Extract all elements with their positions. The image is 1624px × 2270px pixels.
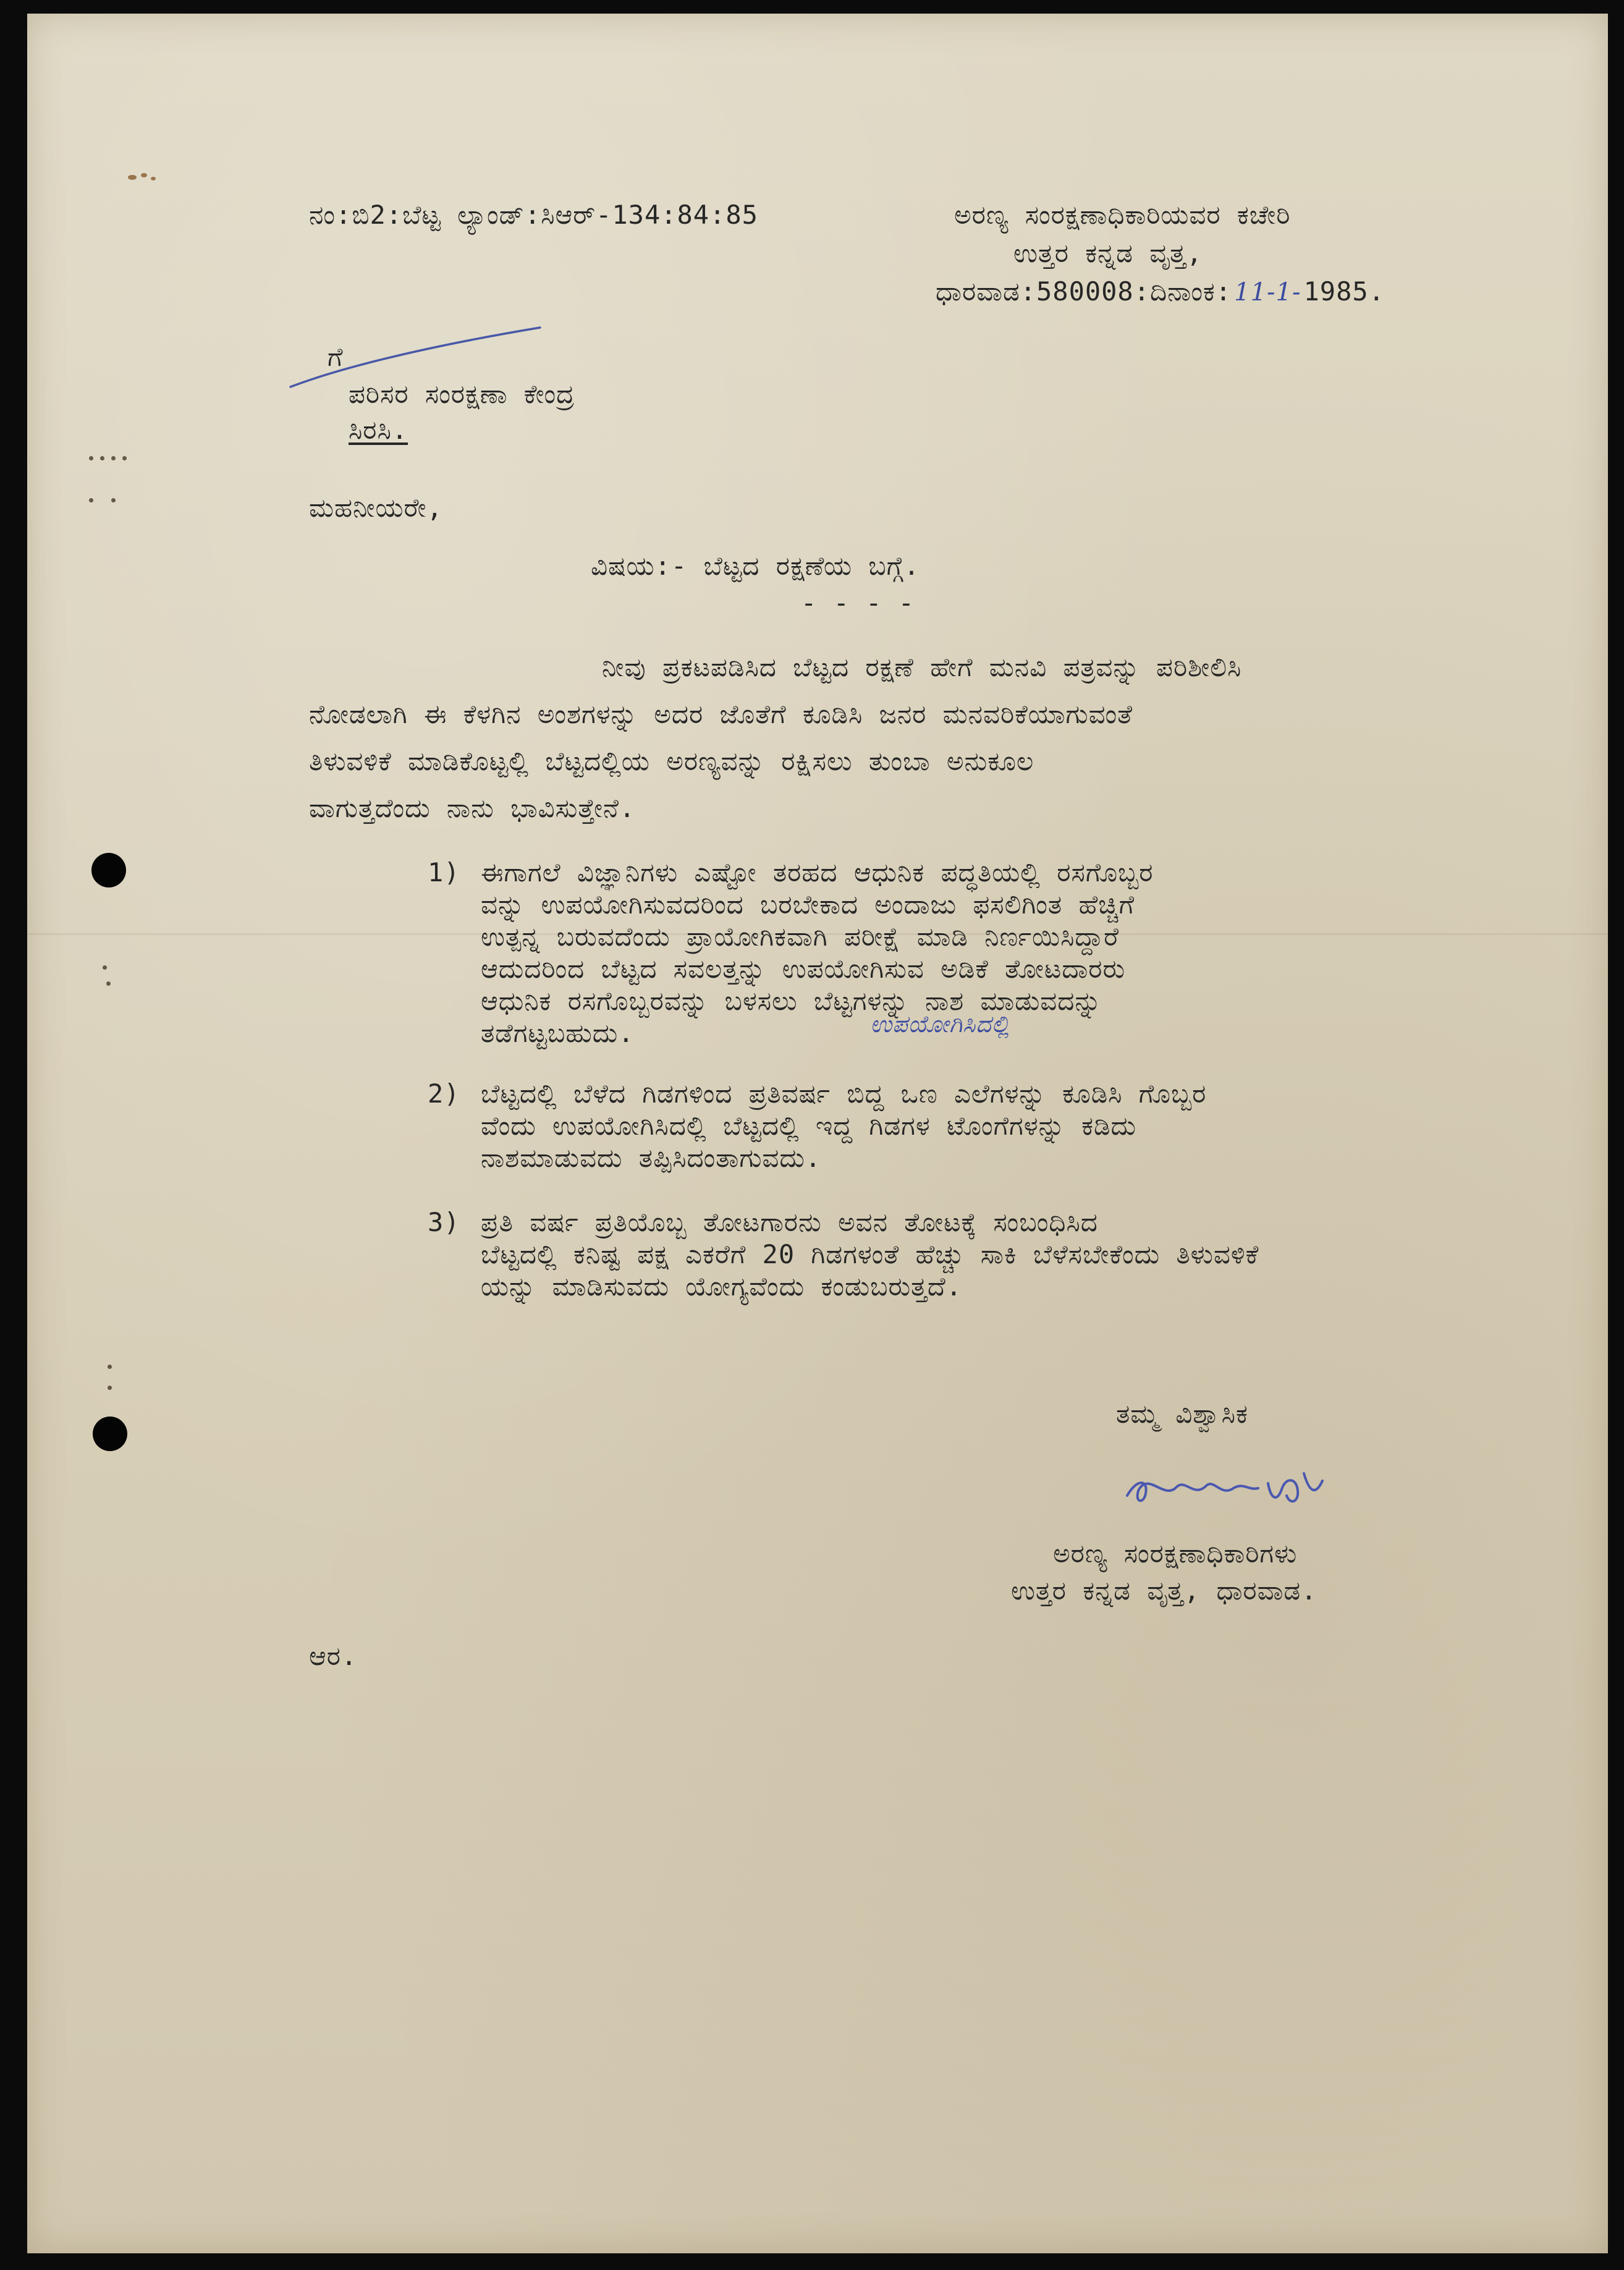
point-line: ಯನ್ನು ಮಾಡಿಸುವದು ಯೋಗ್ಯವೆಂದು ಕಂಡುಬರುತ್ತದೆ. [481,1271,962,1302]
date-year: 1985. [1303,276,1385,307]
point-line: ಬೆಟ್ಟದಲ್ಲಿ ಬೆಳೆದ ಗಿಡಗಳಿಂದ ಪ್ರತಿವರ್ಷ ಬಿದ್ದ ಒಣ ಎಲೆಗಳನ್ನು ಕೂಡಿಸಿ ಗೊಬ್ಬರ [481,1078,1207,1109]
recipient-name: ಪರಿಸರ ಸಂರಕ್ಷಣಾ ಕೇಂದ್ರ [349,379,575,409]
body-line: ನೋಡಲಾಗಿ ಈ ಕೆಳಗಿನ ಅಂಶಗಳನ್ನು ಅದರ ಜೊತೆಗೆ ಕೂಡಿಸಿ ಜನರ ಮನವರಿಕೆಯಾಗುವಂತೆ [309,699,1133,729]
point-line: ಈಗಾಗಲೆ ವಿಜ್ಞಾನಿಗಳು ಎಷ್ಟೋ ತರಹದ ಆಧುನಿಕ ಪದ್ಧತಿಯಲ್ಲಿ ರಸಗೊಬ್ಬರ [481,857,1154,887]
closing: ತಮ್ಮ ವಿಶ್ವಾಸಿಕ [1116,1399,1248,1429]
pin-mark [108,1386,112,1390]
to-label: ಗೆ [328,342,344,372]
office-name: ಅರಣ್ಯ ಸಂರಕ್ಷಣಾಧಿಕಾರಿಯವರ ಕಚೇರಿ [954,200,1291,230]
subject-rule: - - - - [801,588,915,618]
point-line: ನಾಶಮಾಡುವದು ತಪ್ಪಿಸಿದಂತಾಗುವದು. [481,1143,822,1173]
pin-mark [89,456,93,460]
body-line: ವಾಗುತ್ತದೆಂದು ನಾನು ಭಾವಿಸುತ್ತೇನೆ. [309,793,636,823]
point-number: 1) [428,857,460,887]
point-line: ಆಧುನಿಕ ರಸಗೊಬ್ಬರವನ್ನು ಬಳಸಲು ಬೆಟ್ಟಗಳನ್ನು ನಾಶ ಮಾಡುವದನ್ನು [481,986,1102,1016]
point-line: ವೆಂದು ಉಪಯೋಗಿಸಿದಲ್ಲಿ ಬೆಟ್ಟದಲ್ಲಿ ಇದ್ದ ಗಿಡಗಳ ಟೊಂಗೆಗಳನ್ನು ಕಡಿದು [481,1111,1137,1141]
pin-mark [100,456,104,460]
office-circle: ಉತ್ತರ ಕನ್ನಡ ವೃತ್ತ, [1013,238,1203,268]
pin-mark [89,498,93,502]
pin-mark [111,456,116,460]
pin-mark [106,981,111,986]
salutation: ಮಹನೀಯರೇ, [309,493,443,523]
pin-mark [103,965,107,970]
rust-stain [141,173,147,177]
office-address: ಧಾರವಾಡ:580008:ದಿನಾಂಕ: 11-1-1985. [936,276,1385,307]
pin-mark [111,498,116,502]
body-line: ತಿಳುವಳಿಕೆ ಮಾಡಿಕೊಟ್ಟಲ್ಲಿ ಬೆಟ್ಟದಲ್ಲಿಯ ಅರಣ್ಯವನ್ನು ರಕ್ಷಿಸಲು ತುಂಬಾ ಅನುಕೂಲ [309,746,1034,776]
handwritten-date: 11-1- [1234,278,1301,307]
body-paragraph [309,644,1241,832]
signatory-title: ಅರಣ್ಯ ಸಂರಕ್ಷಣಾಧಿಕಾರಿಗಳು [1053,1538,1298,1569]
point-line: ಬೆಟ್ಟದಲ್ಲಿ ಕನಿಷ್ಟ ಪಕ್ಷ ಎಕರೆಗೆ 20 ಗಿಡಗಳಂತೆ ಹೆಚ್ಚು ಸಾಕಿ ಬೆಳೆಸಬೇಕೆಂದು ತಿಳುವಳಿಕೆ [481,1239,1259,1269]
recipient-place: ಸಿರಸಿ. [349,415,408,445]
pin-mark [122,456,127,460]
body-line: ನೀವು ಪ್ರಕಟಪಡಿಸಿದ ಬೆಟ್ಟದ ರಕ್ಷಣೆ ಹೇಗೆ ಮನವಿ ಪತ್ರವನ್ನು ಪರಿಶೀಲಿಸಿ [602,652,1242,682]
point-number: 3) [428,1207,460,1237]
point-number: 2) [428,1078,460,1109]
point-line: ವನ್ನು ಉಪಯೋಗಿಸುವದರಿಂದ ಬರಬೇಕಾದ ಅಂದಾಜು ಫಸಲಿಗಿಂತ ಹೆಚ್ಚಿಗೆ [481,889,1135,920]
footer-code: ಆರ. [309,1641,358,1671]
point-line: ಉತ್ಪನ್ನ ಬರುವದೆಂದು ಪ್ರಾಯೋಗಿಕವಾಗಿ ಪರೀಕ್ಷೆ ಮಾಡಿ ನಿರ್ಣಯಿಸಿದ್ದಾರೆ [481,921,1120,952]
signature [1116,1452,1376,1520]
punch-hole [91,853,126,887]
rust-stain [128,175,137,180]
point-line: ಪ್ರತಿ ವರ್ಷ ಪ್ರತಿಯೊಬ್ಬ ತೋಟಗಾರನು ಅವನ ತೋಟಕ್ಕೆ ಸಂಬಂಧಿಸಿದ [481,1207,1098,1237]
letter-page [27,14,1608,2253]
punch-hole [93,1417,127,1451]
pin-mark [108,1365,112,1369]
signatory-office: ಉತ್ತರ ಕನ್ನಡ ವೃತ್ತ, ಧಾರವಾಡ. [1011,1575,1317,1606]
point-line: ಆದುದರಿಂದ ಬೆಟ್ಟದ ಸವಲತ್ತನ್ನು ಉಪಯೋಗಿಸುವ ಅಡಿಕೆ ತೋಟದಾರರು [481,954,1126,984]
rust-stain [151,177,156,180]
subject-line: ವಿಷಯ:- ಬೆಟ್ಟದ ರಕ್ಷಣೆಯ ಬಗ್ಗೆ. [591,551,920,581]
handwritten-insertion: ಉಪಯೋಗಿಸಿದಲ್ಲಿ [870,1010,1010,1038]
reference-number: ನಂ:ಬಿ2:ಬೆಟ್ಟ ಲ್ಯಾಂಡ್:ಸಿಆರ್-134:84:85 [309,200,758,230]
point-line: ತಡೆಗಟ್ಟಬಹುದು. [481,1018,635,1048]
